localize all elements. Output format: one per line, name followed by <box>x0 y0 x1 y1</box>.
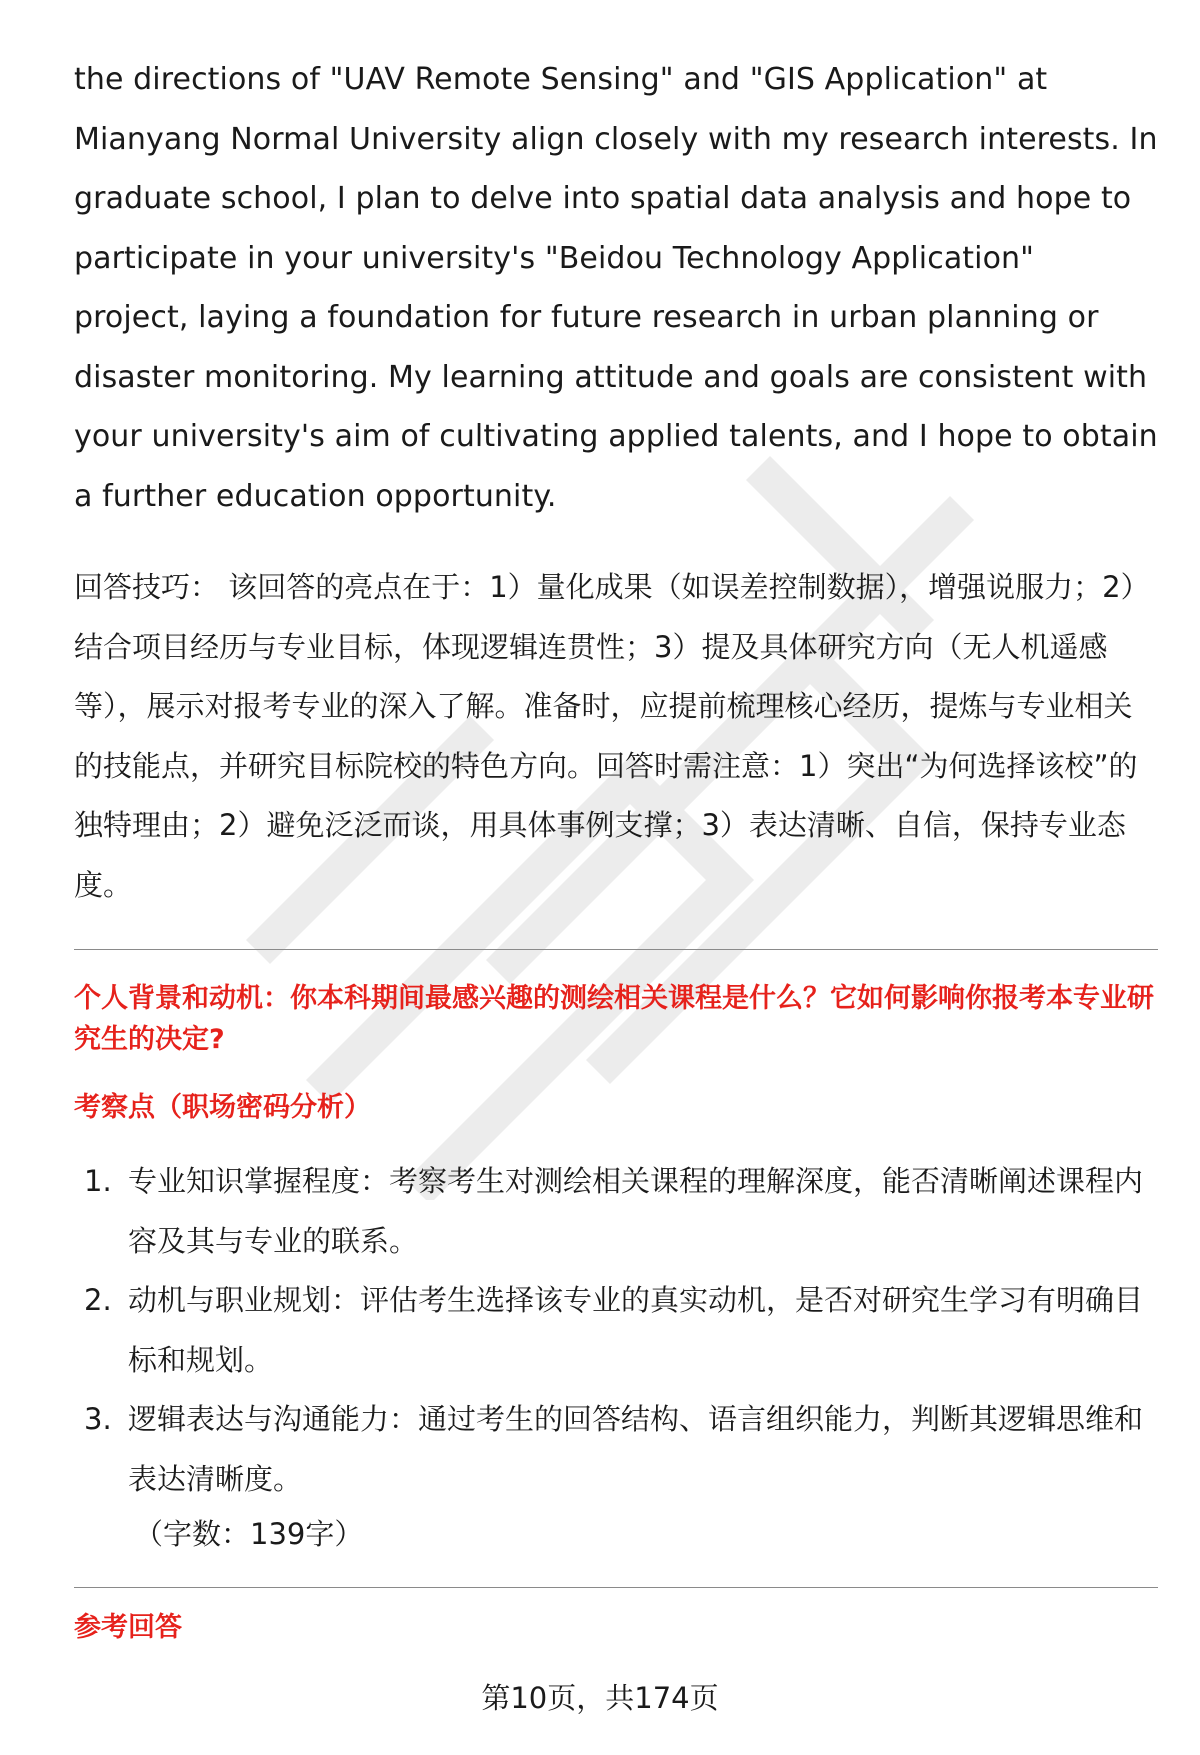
list-item <box>74 1271 1158 1390</box>
list-item-text: 专业知识掌握程度：考察考生对测绘相关课程的理解深度，能否清晰阐述课程内容及其与专业的联系。 <box>128 1164 1144 1258</box>
list-item-text: 逻辑表达与沟通能力：通过考生的回答结构、语言组织能力，判断其逻辑思维和表达清晰度。 <box>128 1402 1144 1496</box>
answer-tips-paragraph: 回答技巧： 该回答的亮点在于：1）量化成果（如误差控制数据），增强说服力；2）结合项目经历与专业目标，体现逻辑连贯性；3）提及具体研究方向（无人机遥感等），展示对报考专业的深入了解。准备时，应提前梳理核心经历，提炼与专业相关的技能点，并研究目标院校的特色方向。回答时需注意：1）突出“为何选择该校”的独特理由；2）避免泛泛而谈，用具体事例支撑；3）表达清晰、自信，保持专业态度。 <box>74 570 1150 902</box>
list-item <box>74 1152 1158 1271</box>
assessment-points-heading: 考察点（职场密码分析） <box>74 1092 371 1123</box>
english-answer-paragraph: the directions of "UAV Remote Sensing" and "GIS Application" at Mianyang Normal University align closely with my research interests. In graduate school, I plan to delve into spatial data analysis and hope to participate in your university's "Beidou Technology Application" project, laying a foundation for future research in urban planning or disaster monitoring. My learning attitude and goals are consistent with your university's aim of cultivating applied talents, and I hope to obtain a further education opportunity. <box>74 62 1158 514</box>
word-count-note: （字数：139字） <box>134 1517 364 1551</box>
interview-question-heading: 个人背景和动机：你本科期间最感兴趣的测绘相关课程是什么？它如何影响你报考本专业研究生的决定? <box>74 983 1154 1055</box>
reference-answer-heading: 参考回答 <box>74 1611 182 1643</box>
list-item-number: 3. <box>84 1402 112 1436</box>
document-page <box>74 50 1158 1648</box>
section-divider <box>74 949 1158 950</box>
list-item-number: 2. <box>84 1283 112 1317</box>
assessment-points-list <box>74 1152 1158 1509</box>
list-item-number: 1. <box>84 1164 112 1198</box>
list-item-text: 动机与职业规划：评估考生选择该专业的真实动机，是否对研究生学习有明确目标和规划。 <box>128 1283 1144 1377</box>
page-footer: 第10页，共174页 <box>481 1681 719 1715</box>
section-divider <box>74 1587 1158 1588</box>
list-item <box>74 1390 1158 1509</box>
